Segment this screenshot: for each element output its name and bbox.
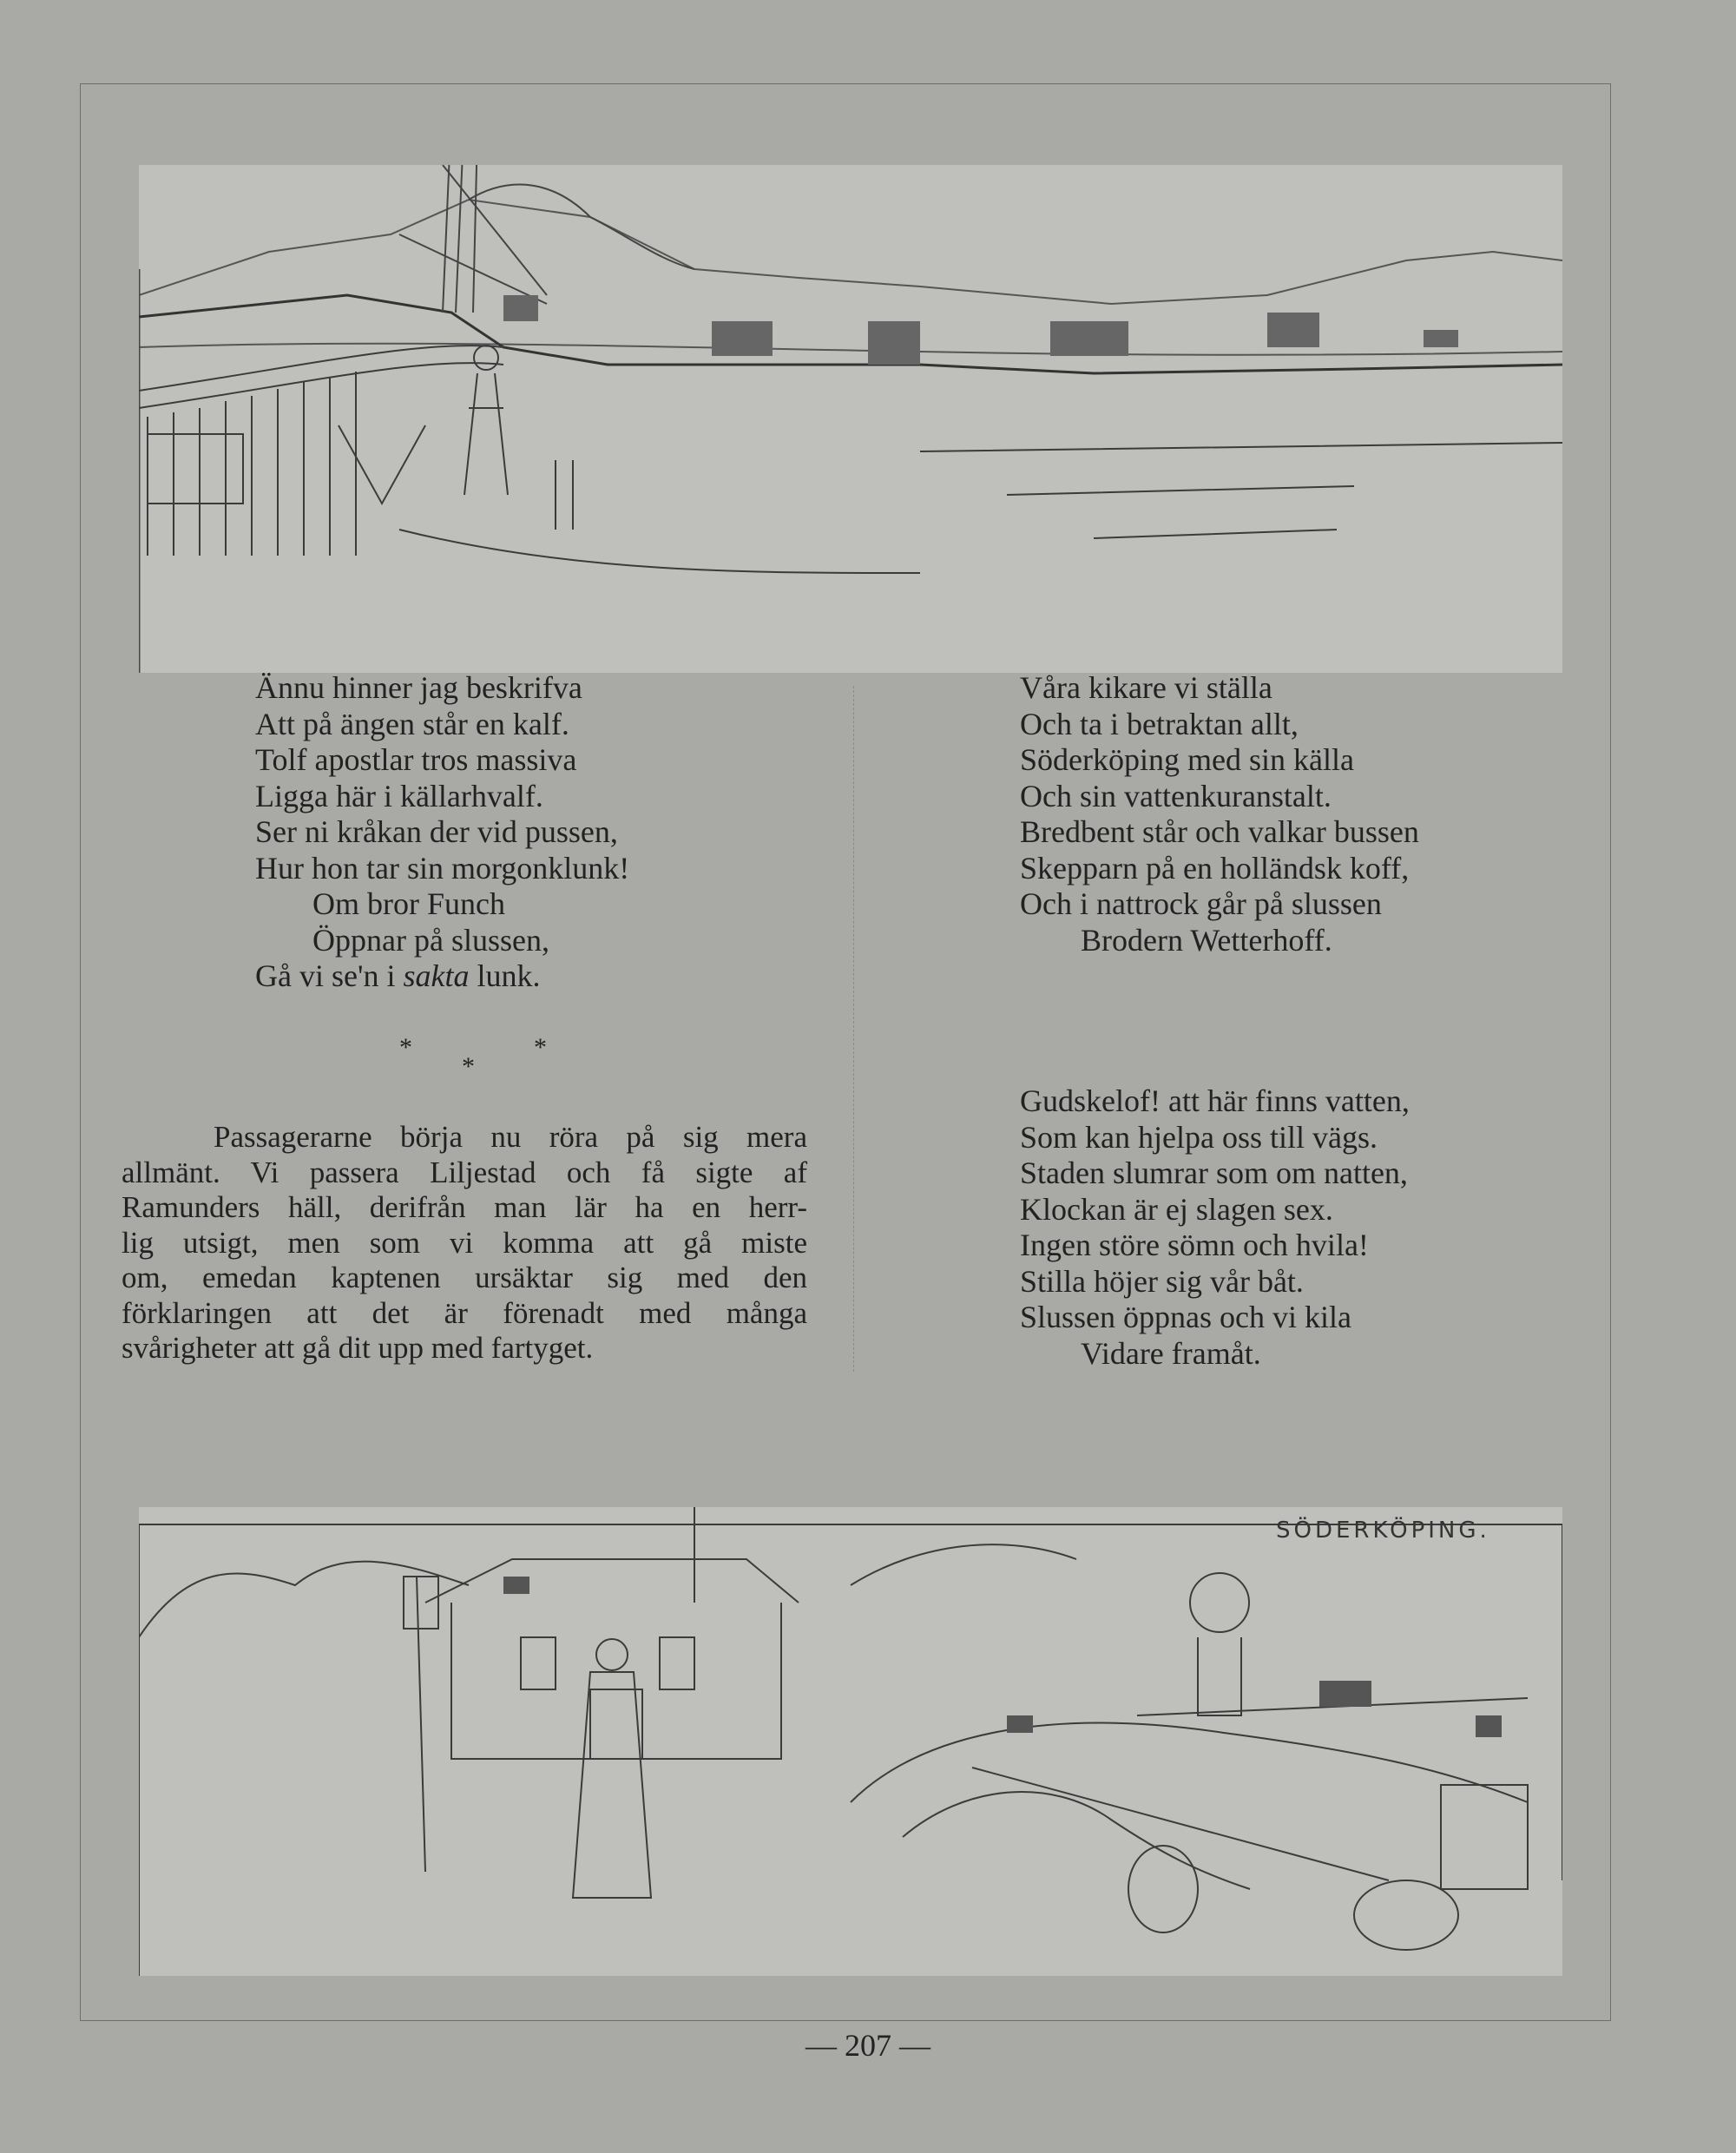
verse-text: Gå vi se'n i	[255, 958, 404, 993]
verse-text: lunk.	[469, 958, 541, 993]
verse-line: Bredbent står och valkar bussen	[1020, 814, 1419, 849]
verse-line: Ser ni kråkan der vid pussen,	[255, 814, 618, 849]
verse-line: Som kan hjelpa oss till vägs.	[1020, 1119, 1378, 1155]
illustration-caption: SÖDERKÖPING.	[1276, 1518, 1490, 1544]
verse-line: Staden slumrar som om natten,	[1020, 1156, 1408, 1190]
prose-line: svårigheter att gå dit upp med fartyget.	[122, 1331, 594, 1365]
asterisk: *	[462, 1052, 475, 1081]
verse-line: Öppnar på slussen,	[312, 922, 549, 958]
prose-line: Passagerarne börja nu röra på sig mera	[214, 1120, 807, 1154]
verse-line: Vidare framåt.	[1081, 1335, 1261, 1371]
harbour-sketch	[139, 165, 1562, 673]
prose-paragraph	[122, 1120, 807, 1366]
verse-line: Gudskelof! att här finns vatten,	[1020, 1083, 1410, 1118]
verse-line	[255, 958, 629, 995]
verse-line: Och i nattrock går på slussen	[1020, 886, 1382, 921]
stanza-left	[255, 670, 629, 995]
verse-line: Våra kikare vi ställa	[1020, 670, 1272, 705]
verse-line: Ligga här i källarhvalf.	[255, 778, 543, 813]
soderkoping-illustration	[139, 1507, 1562, 1976]
prose-line: lig utsigt, men som vi komma att gå miste	[122, 1225, 807, 1260]
italic-word: sakta	[403, 958, 470, 993]
stanza-right	[1020, 670, 1419, 958]
verse-line: Ingen störe sömn och hvila!	[1020, 1228, 1369, 1262]
prose-line: om, emedan kaptenen ursäktar sig med den	[122, 1261, 807, 1294]
asterism	[382, 1033, 573, 1085]
prose-line: Ramunders häll, derifrån man lär ha en herr-	[122, 1190, 807, 1224]
verse-line: Skepparn på en holländsk koff,	[1020, 850, 1410, 886]
verse-line: Slussen öppnas och vi kila	[1020, 1300, 1351, 1334]
page-number: — 207 —	[806, 2028, 930, 2063]
verse-line: Och sin vattenkuranstalt.	[1020, 778, 1332, 813]
verse-line: Att på ängen står en kalf.	[255, 706, 569, 741]
verse-line: Söderköping med sin källa	[1020, 742, 1354, 777]
verse-line: Och ta i betraktan allt,	[1020, 706, 1299, 741]
verse-line: Ännu hinner jag beskrifva	[255, 670, 582, 705]
harbour-illustration	[139, 165, 1562, 673]
prose-line: allmänt. Vi passera Liljestad och få sigte af	[122, 1155, 807, 1189]
asterisk: *	[399, 1033, 412, 1062]
verse-line: Om bror Funch	[312, 886, 505, 921]
column-rule	[853, 686, 854, 1372]
verse-line: Stilla höjer sig vår båt.	[1020, 1263, 1304, 1299]
town-sketch	[139, 1507, 1562, 1976]
stanza-right-second	[1020, 1083, 1410, 1372]
verse-line: Klockan är ej slagen sex.	[1020, 1191, 1333, 1227]
verse-line: Brodern Wetterhoff.	[1081, 922, 1332, 958]
asterisk: *	[534, 1033, 547, 1062]
verse-line: Tolf apostlar tros massiva	[255, 742, 577, 777]
verse-line: Hur hon tar sin morgonklunk!	[255, 850, 630, 886]
prose-line: förklaringen att det är förenadt med många	[122, 1295, 807, 1330]
